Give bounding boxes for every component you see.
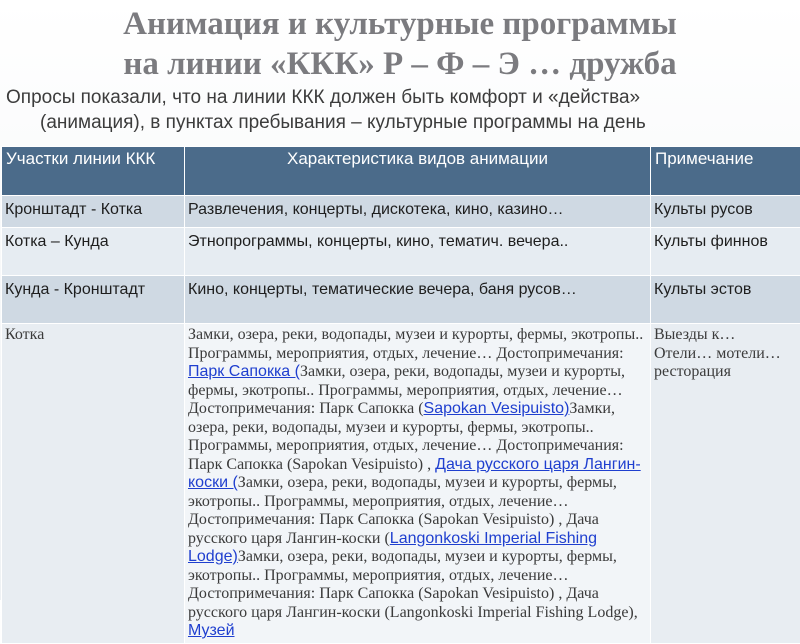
header-animation: Характеристика видов анимации (185, 147, 651, 196)
cell-place: Котка (2, 324, 185, 644)
attraction-text: Замки, озера, реки, водопады, музеи и курорты, фермы, экотропы.. Программы, мероприятия, отдых, лечение… Достопримечания: (188, 326, 643, 362)
cell-segment: Кунда - Кронштадт (2, 276, 185, 324)
title-line-1: Анимация и культурные программы (0, 4, 800, 44)
cell-segment: Котка – Кунда (2, 228, 185, 276)
page-title (0, 4, 800, 84)
attraction-link[interactable]: Музей (188, 622, 235, 639)
table-row (2, 276, 800, 324)
attraction-text: Замки, озера, реки, водопады, музеи и курорты, фермы, экотропы.. Программы, мероприятия, отдых, лечение… Достопримечания: Парк Сапокка ( (188, 363, 625, 417)
table-row-kotka (2, 324, 800, 644)
cell-segment: Кронштадт - Котка (2, 196, 185, 228)
cell-note: Культы эстов (651, 276, 800, 324)
attraction-link[interactable]: Дача русского царя Лангин-коски ( (188, 456, 641, 492)
attraction-text: Замки, озера, реки, водопады, музеи и курорты, фермы, экотропы.. Программы, мероприятия, отдых, лечение… Достопримечания: Парк Сапокка (Sapokan Vesipuisto) , Дача русского царя Лангин-коски (Langonkoski Imperial Fishing Lodge), (188, 548, 638, 621)
table-row (2, 228, 800, 276)
attraction-text: Замки, озера, реки, водопады, музеи и курорты, фермы, экотропы.. Программы, мероприятия, отдых, лечение… Достопримечания: Парк Сапокка (Sapokan Vesipuisto) , (188, 400, 624, 473)
subtitle-line-2: (анимация), в пунктах пребывания – культурные программы на день (6, 110, 798, 135)
cell-trips-note: Выезды к… Отели… мотели… ресторация (651, 324, 800, 644)
cell-note: Культы финнов (651, 228, 800, 276)
subtitle-line-1: Опросы показали, что на линии ККК должен быть комфорт и «действа» (6, 87, 640, 108)
attraction-link[interactable]: Парк Сапокка ( (188, 363, 300, 380)
animation-table (1, 146, 800, 644)
title-line-2: на линии «ККК» Р – Ф – Э … дружба (0, 44, 800, 84)
cell-animation: Этнопрограммы, концерты, кино, тематич. вечера.. (185, 228, 651, 276)
header-note: Примечание (651, 147, 800, 196)
subtitle (6, 85, 798, 135)
table-header-row (2, 147, 800, 196)
cell-note: Культы русов (651, 196, 800, 228)
cell-animation: Кино, концерты, тематические вечера, баня русов… (185, 276, 651, 324)
table-row (2, 196, 800, 228)
attraction-link[interactable]: Langonkoski Imperial Fishing Lodge) (188, 530, 597, 566)
attraction-text: Замки, озера, реки, водопады, музеи и курорты, фермы, экотропы.. Программы, мероприятия, отдых, лечение… Достопримечания: Парк Сапокка (Sapokan Vesipuisto) , Дача русского царя Лангин-коски ( (188, 474, 617, 547)
attraction-link[interactable]: Sapokan Vesipuisto) (424, 400, 570, 417)
header-segments: Участки линии ККК (2, 147, 185, 196)
cell-animation: Развлечения, концерты, дискотека, кино, казино… (185, 196, 651, 228)
cell-attractions (185, 324, 651, 644)
